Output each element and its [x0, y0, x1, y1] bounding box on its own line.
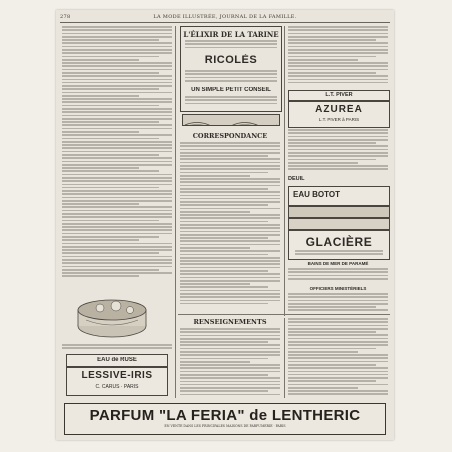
text-line [62, 118, 172, 120]
text-line [180, 381, 280, 383]
text-line [288, 132, 388, 134]
text-line [288, 149, 388, 151]
text-line [288, 52, 388, 54]
text-line [180, 260, 280, 262]
text-line [180, 290, 280, 292]
text-line [180, 155, 268, 157]
text-line [62, 249, 172, 251]
ad-ricoles-text [185, 70, 277, 84]
renseignements-rule [178, 314, 390, 315]
text-line [288, 33, 388, 35]
text-line [288, 275, 388, 277]
ad-tarine-text [185, 40, 277, 52]
text-line [185, 43, 277, 45]
text-line [288, 344, 388, 346]
text-line [62, 105, 159, 107]
text-line [295, 253, 383, 255]
text-line [62, 193, 172, 195]
text-line [180, 354, 280, 356]
text-line [62, 56, 159, 58]
ad-small-strip-2 [288, 218, 390, 230]
text-line [288, 371, 388, 373]
text-line [288, 59, 358, 61]
text-line [288, 361, 388, 363]
header-rule [60, 22, 390, 23]
text-line [62, 239, 139, 241]
text-line [288, 159, 376, 161]
bains-text [288, 268, 388, 284]
renseignements-divider [284, 318, 285, 398]
text-line [62, 164, 172, 166]
text-line [180, 371, 280, 373]
text-line [62, 82, 172, 84]
text-line [62, 184, 172, 186]
text-line [62, 154, 159, 156]
correspondance-heading: CORRESPONDANCE [192, 132, 268, 140]
text-line [62, 49, 172, 51]
text-line [62, 147, 172, 149]
text-line [288, 306, 376, 308]
ad-lessive-title: LESSIVE-IRIS [81, 370, 153, 381]
page-header [60, 13, 390, 21]
text-line [62, 151, 172, 153]
text-line [288, 303, 388, 305]
text-line [288, 39, 376, 41]
text-line [180, 331, 280, 333]
text-line [180, 165, 280, 167]
text-line [180, 338, 280, 340]
text-line [180, 185, 280, 187]
text-line [288, 136, 388, 138]
ad-glaciere-title: GLACIÈRE [305, 235, 373, 249]
text-line [62, 111, 172, 113]
text-line [62, 197, 172, 199]
text-line [62, 256, 172, 258]
text-line [62, 177, 172, 179]
text-line [62, 216, 172, 218]
ad-conseil-text [185, 96, 277, 109]
text-line [288, 309, 388, 311]
text-line [62, 29, 172, 31]
text-line [180, 351, 280, 353]
ad-eau-botot [288, 186, 390, 206]
right-column-text-mid [288, 129, 388, 173]
text-line [288, 49, 388, 51]
text-line [288, 152, 388, 154]
text-line [62, 170, 159, 172]
text-line [288, 69, 388, 71]
ad-glaciere [288, 230, 390, 260]
text-line [288, 364, 376, 366]
jewelry-box-illustration [72, 286, 152, 340]
text-line [62, 121, 159, 123]
text-line [62, 101, 172, 103]
text-line [62, 62, 172, 64]
text-line [288, 387, 358, 389]
text-line [62, 98, 172, 100]
text-line [180, 158, 280, 160]
text-line [288, 380, 376, 382]
ad-azurea-title: AZURÉA [315, 104, 363, 115]
ad-deuil [288, 176, 388, 184]
text-line [180, 335, 280, 337]
text-line [62, 131, 139, 133]
text-line [180, 214, 280, 216]
text-line [62, 79, 172, 81]
text-line [288, 278, 388, 280]
text-line [180, 303, 268, 305]
text-line [62, 161, 172, 163]
text-line [180, 195, 280, 197]
text-line [180, 283, 250, 285]
ad-azurea-subtitle: L.T. PIVER à PARIS [318, 117, 360, 122]
page-number: 278 [60, 14, 71, 20]
text-line [62, 141, 172, 143]
text-line [185, 103, 277, 105]
text-line [62, 42, 172, 44]
text-line [288, 338, 388, 340]
text-line [288, 155, 388, 157]
text-line [62, 174, 172, 176]
text-line [180, 145, 280, 147]
text-line [180, 384, 280, 386]
text-line [288, 162, 358, 164]
text-line [288, 318, 388, 320]
text-line [288, 145, 388, 147]
text-line [62, 226, 172, 228]
text-line [62, 246, 172, 248]
ad-ricoles-title: RICOLÈS [204, 54, 258, 66]
text-line [180, 175, 250, 177]
text-line [180, 270, 268, 272]
ad-feria-subtitle: EN VENTE DANS LES PRINCIPALES MAISONS DE PARFUMERIE · PARIS [164, 424, 286, 428]
text-line [185, 77, 277, 79]
text-line [180, 341, 268, 343]
text-line [288, 341, 388, 343]
text-line [288, 42, 388, 44]
text-line [62, 236, 159, 238]
text-line [62, 243, 172, 245]
text-line [180, 217, 280, 219]
ad-azurea [288, 101, 390, 128]
text-line [62, 144, 172, 146]
text-line [62, 108, 172, 110]
renseignements-text-left [180, 328, 280, 398]
text-line [185, 70, 277, 72]
text-line [288, 325, 388, 327]
ad-eau-ruse-text: EAU de RUSE [97, 357, 137, 363]
text-line [288, 357, 388, 359]
text-line [62, 223, 172, 225]
text-line [180, 204, 268, 206]
text-line [180, 162, 280, 164]
ad-tarine-title: L'ÉLIXIR DE LA TARINE [183, 30, 279, 39]
text-line [62, 187, 159, 189]
text-line [288, 296, 388, 298]
text-line [62, 88, 159, 90]
text-line [62, 233, 172, 235]
text-line [180, 390, 268, 392]
text-line [288, 56, 376, 58]
text-line [62, 85, 172, 87]
text-line [180, 149, 280, 151]
text-line [288, 79, 388, 81]
text-line [62, 157, 172, 159]
ad-eau-botot-text: EAU BOTOT [293, 190, 340, 199]
left-column-text-top [62, 26, 172, 282]
text-line [295, 250, 383, 252]
text-line [180, 224, 280, 226]
ad-piver [288, 90, 390, 101]
text-line [180, 178, 280, 180]
text-line [180, 198, 280, 200]
text-line [288, 377, 388, 379]
text-line [180, 250, 280, 252]
text-line [180, 237, 268, 239]
text-line [180, 181, 280, 183]
text-line [288, 384, 388, 386]
ad-deuil-text: DEUIL [288, 176, 305, 182]
ad-eau-ruse [66, 354, 168, 367]
text-line [185, 40, 277, 42]
text-line [62, 203, 139, 205]
text-line [180, 344, 280, 346]
text-line [288, 367, 388, 369]
text-line [180, 300, 280, 302]
text-line [288, 72, 376, 74]
text-line [288, 348, 376, 350]
bains-heading: BAINS DE MER DE PARAMÉ [307, 261, 369, 266]
text-line [288, 328, 388, 330]
text-line [62, 65, 172, 67]
ad-small-strip-1 [288, 206, 390, 218]
text-line [62, 39, 159, 41]
text-line [185, 73, 277, 75]
text-line [62, 200, 172, 202]
correspondance-text [180, 142, 280, 310]
text-line [62, 259, 172, 261]
text-line [288, 165, 388, 167]
ad-lessive-subtitle: C. CARUS · PARIS [95, 384, 139, 390]
text-line [62, 220, 159, 222]
text-line [180, 257, 280, 259]
text-line [180, 172, 268, 174]
text-line [288, 65, 388, 67]
text-line [180, 377, 280, 379]
text-line [180, 188, 268, 190]
ad-parfum-la-feria [64, 403, 386, 435]
text-line [180, 191, 280, 193]
text-line [288, 393, 388, 395]
text-line [288, 354, 388, 356]
text-line [62, 266, 172, 268]
renseignements-text-right [288, 318, 388, 398]
ad-lessive-iris [66, 367, 168, 396]
renseignements-heading: RENSEIGNEMENTS [193, 318, 267, 326]
text-line [62, 275, 139, 277]
text-line [180, 328, 280, 330]
text-line [62, 46, 172, 48]
text-line [62, 138, 159, 140]
text-line [62, 69, 172, 71]
text-line [62, 190, 172, 192]
text-line [288, 46, 388, 48]
text-line [180, 361, 250, 363]
text-line [62, 26, 172, 28]
text-line [180, 234, 280, 236]
text-line [62, 72, 159, 74]
text-line [180, 231, 280, 233]
text-line [288, 82, 388, 84]
text-line [62, 269, 159, 271]
text-line [180, 142, 280, 144]
text-line [180, 358, 268, 360]
text-line [180, 280, 280, 282]
magazine-page [56, 10, 394, 440]
text-line [288, 300, 388, 302]
text-line [288, 351, 358, 353]
text-line [180, 244, 280, 246]
text-line [62, 272, 172, 274]
text-line [62, 33, 172, 35]
officiers-heading: OFFICIERS MINISTÉRIELS [309, 286, 367, 291]
text-line [288, 271, 388, 273]
right-column-text-top [288, 26, 388, 88]
text-line [62, 262, 172, 264]
text-line [62, 344, 172, 346]
text-line [180, 227, 280, 229]
text-line [288, 334, 388, 336]
officiers-text [288, 293, 388, 315]
text-line [62, 124, 172, 126]
ad-piver-text: L.T. PIVER [325, 92, 353, 98]
text-line [62, 115, 172, 117]
text-line [288, 129, 388, 131]
text-line [62, 128, 172, 130]
text-line [62, 52, 172, 54]
text-line [185, 99, 277, 101]
text-line [180, 387, 280, 389]
text-line [62, 180, 172, 182]
text-line [180, 168, 280, 170]
text-line [180, 267, 280, 269]
text-line [180, 211, 250, 213]
text-line [288, 374, 388, 376]
text-line [62, 92, 172, 94]
text-line [288, 268, 388, 270]
text-line [180, 367, 280, 369]
column-rule-left [175, 26, 176, 398]
text-line [180, 221, 268, 223]
text-line [180, 273, 280, 275]
text-line [288, 36, 388, 38]
text-line [180, 263, 280, 265]
running-title: LA MODE ILLUSTRÉE, JOURNAL DE LA FAMILLE. [153, 14, 297, 20]
text-line [180, 254, 268, 256]
text-line [288, 26, 388, 28]
text-line [180, 348, 280, 350]
text-line [288, 331, 376, 333]
text-line [288, 293, 388, 295]
text-line [185, 47, 277, 49]
text-line [288, 75, 388, 77]
text-line [288, 390, 388, 392]
ad-conseil-title: UN SIMPLE PETIT CONSEIL [191, 87, 271, 93]
text-line [185, 80, 277, 82]
column-rule-right [284, 26, 285, 316]
text-line [288, 321, 388, 323]
text-line [62, 210, 172, 212]
text-line [180, 364, 280, 366]
text-line [180, 201, 280, 203]
text-line [62, 167, 139, 169]
text-line [185, 96, 277, 98]
text-line [180, 394, 280, 396]
text-line [180, 152, 280, 154]
text-line [62, 252, 159, 254]
text-line [180, 247, 250, 249]
text-line [180, 208, 280, 210]
text-line [288, 62, 388, 64]
hair-illustration-strip [182, 114, 280, 126]
text-line [62, 59, 139, 61]
text-line [62, 36, 172, 38]
text-line [180, 293, 280, 295]
text-line [180, 277, 280, 279]
text-line [180, 374, 268, 376]
ad-feria-title: PARFUM "LA FERIA" de LENTHERIC [89, 407, 361, 424]
text-line [62, 206, 172, 208]
ad-glaciere-text [295, 250, 383, 258]
text-line [288, 142, 376, 144]
text-line [62, 134, 172, 136]
text-line [288, 168, 388, 170]
text-line [288, 139, 388, 141]
text-line [180, 240, 280, 242]
text-line [62, 229, 172, 231]
left-column-text-bottom [62, 344, 172, 352]
text-line [180, 296, 280, 298]
text-line [62, 347, 172, 349]
text-line [62, 75, 172, 77]
ad-tarine [180, 26, 282, 112]
text-line [288, 29, 388, 31]
text-line [62, 95, 139, 97]
text-line [62, 213, 172, 215]
text-line [180, 286, 268, 288]
